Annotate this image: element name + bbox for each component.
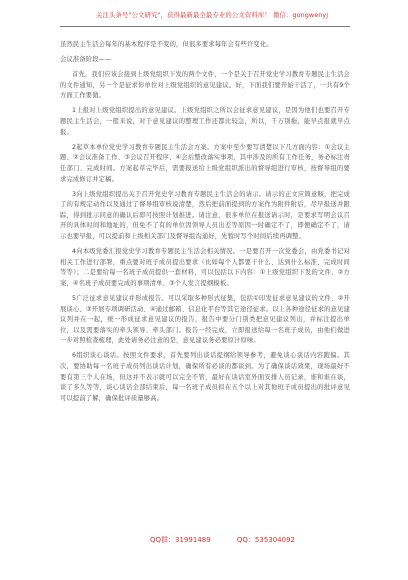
page-footer <box>150 534 370 546</box>
step-1-paragraph: 1上报对上级党组织提出的意见建议。上级党组织之所以会征求意见建议，是因为他们也要召开专题民主生活会，一般来说，对于意见建议的整理工作还都比较急，所以，千万别拖，能早点报就早点报。 <box>60 107 350 136</box>
qq-group-number: QQ群：31991489 <box>150 536 211 544</box>
section-heading: 会议准备阶段—— <box>60 56 112 64</box>
step-2-paragraph: 2起草本单位党史学习教育专题民主生活会方案。方案中至少要写清楚以下几方面内容：①会议主题、②会议准备工作、③会议召开程序、④会后整改落实事项，其中涉及的所有工作任务，务必标注责任部门、完成时间。方案起草完毕后，需要报送给上级党组织派出的督导组进行审核，按督导组的要求完成修订并定稿。 <box>60 143 350 183</box>
document-body <box>60 40 350 409</box>
header-divider <box>60 26 350 27</box>
qq-number: QQ：535304092 <box>236 536 295 544</box>
step-5-paragraph: 5广泛征求意见建议并形成报告。可以采取多种形式征集，包括①印发征求意见建议的文件、②开展谈心、③开展专项调研活动、④通过邮箱、信息化平台等其它途径征求。以上各种途径征求的意见建议列并在一起，统一形成征求意见建议的报告，报告中要分门别类把意见建议列出，并标注提出单位，以及需要落实的牵头领导、牵头部门。报告一经完成，立即报送给每一名班子成员，由他们做进一步对照检查梳理，此处请务必注意的是，意见建议务必要原汁原味。 <box>60 294 350 345</box>
step-3-paragraph: 3向上级党组织提出关于召开党史学习教育专题民主生活会的请示。请示的正文应简意赅，把完成了的有规定动作以及通过了督导组审核说清楚，然后把前面提到的方案作为附件附后，尽早报送并跟踪，得到批示同意的确认后即可按照计划推进。请注意，很多单位在报送请示时，是要求写明会议召开的具体时间和地址的，但免不了有的单位因领导人员出差等原因一时确定不了，即便确定不了，请示也要早报，可以提前和上级相关部门及督导组沟通好，先暂时写个时间后续再调整。 <box>60 190 350 240</box>
step-6-paragraph: 6组织谈心谈话。按照文件要求，首先要列出谈话提纲给领导参考，避免谈心谈话内容跑偏。其次，要协助每一名班子成员列出谈话计划，确保所有必谈的都谈到。为了确保谈话效果，现场最好不要有第三个人在场，但这并不表示就可以完全不管，最好在谈话室外面安排人员记录，谁和谁在谈，谈了多久等等，谈心谈话全部结束后，每一名班子成员拟在五个以上对其他班子成员提出的批评意见可以提前了解，确保批评质量够高。 <box>60 352 350 402</box>
overview-paragraph: 首先，我们应该会接到上级党组织下发的两个文件，一个是关于召开党史学习教育专题民主生活会的文件通知，另一个是征求你单位对上级党组织的意见建议。好，下面我们要开始干活了，一共有9个方面工作要做。 <box>60 71 350 100</box>
header-banner: 关注头条号"公文研究"，获得最新最全最专业的公文资料库！ 微信：gongwenyj <box>96 11 329 19</box>
step-4-paragraph: 4向本级党委汇报党史学习教育专题民主生活会相关情况。一是要召开一次党委会，由党委书记对相关工作进行部署，重点要对班子成员提出要求（比如每个人都要干什么、达到什么标准、完成时间等等）；二是要给每一名班子成员提供一套材料，可以包括以下内容：①上级党组织下发的文件、②方案，④名班子成员要完成的事项清单、③个人发言提纲模板。 <box>60 248 350 287</box>
intro-paragraph: 虽然民主生活会每年的基本程序是不变的，但很多要求每年会有些许变化。 <box>60 41 273 48</box>
